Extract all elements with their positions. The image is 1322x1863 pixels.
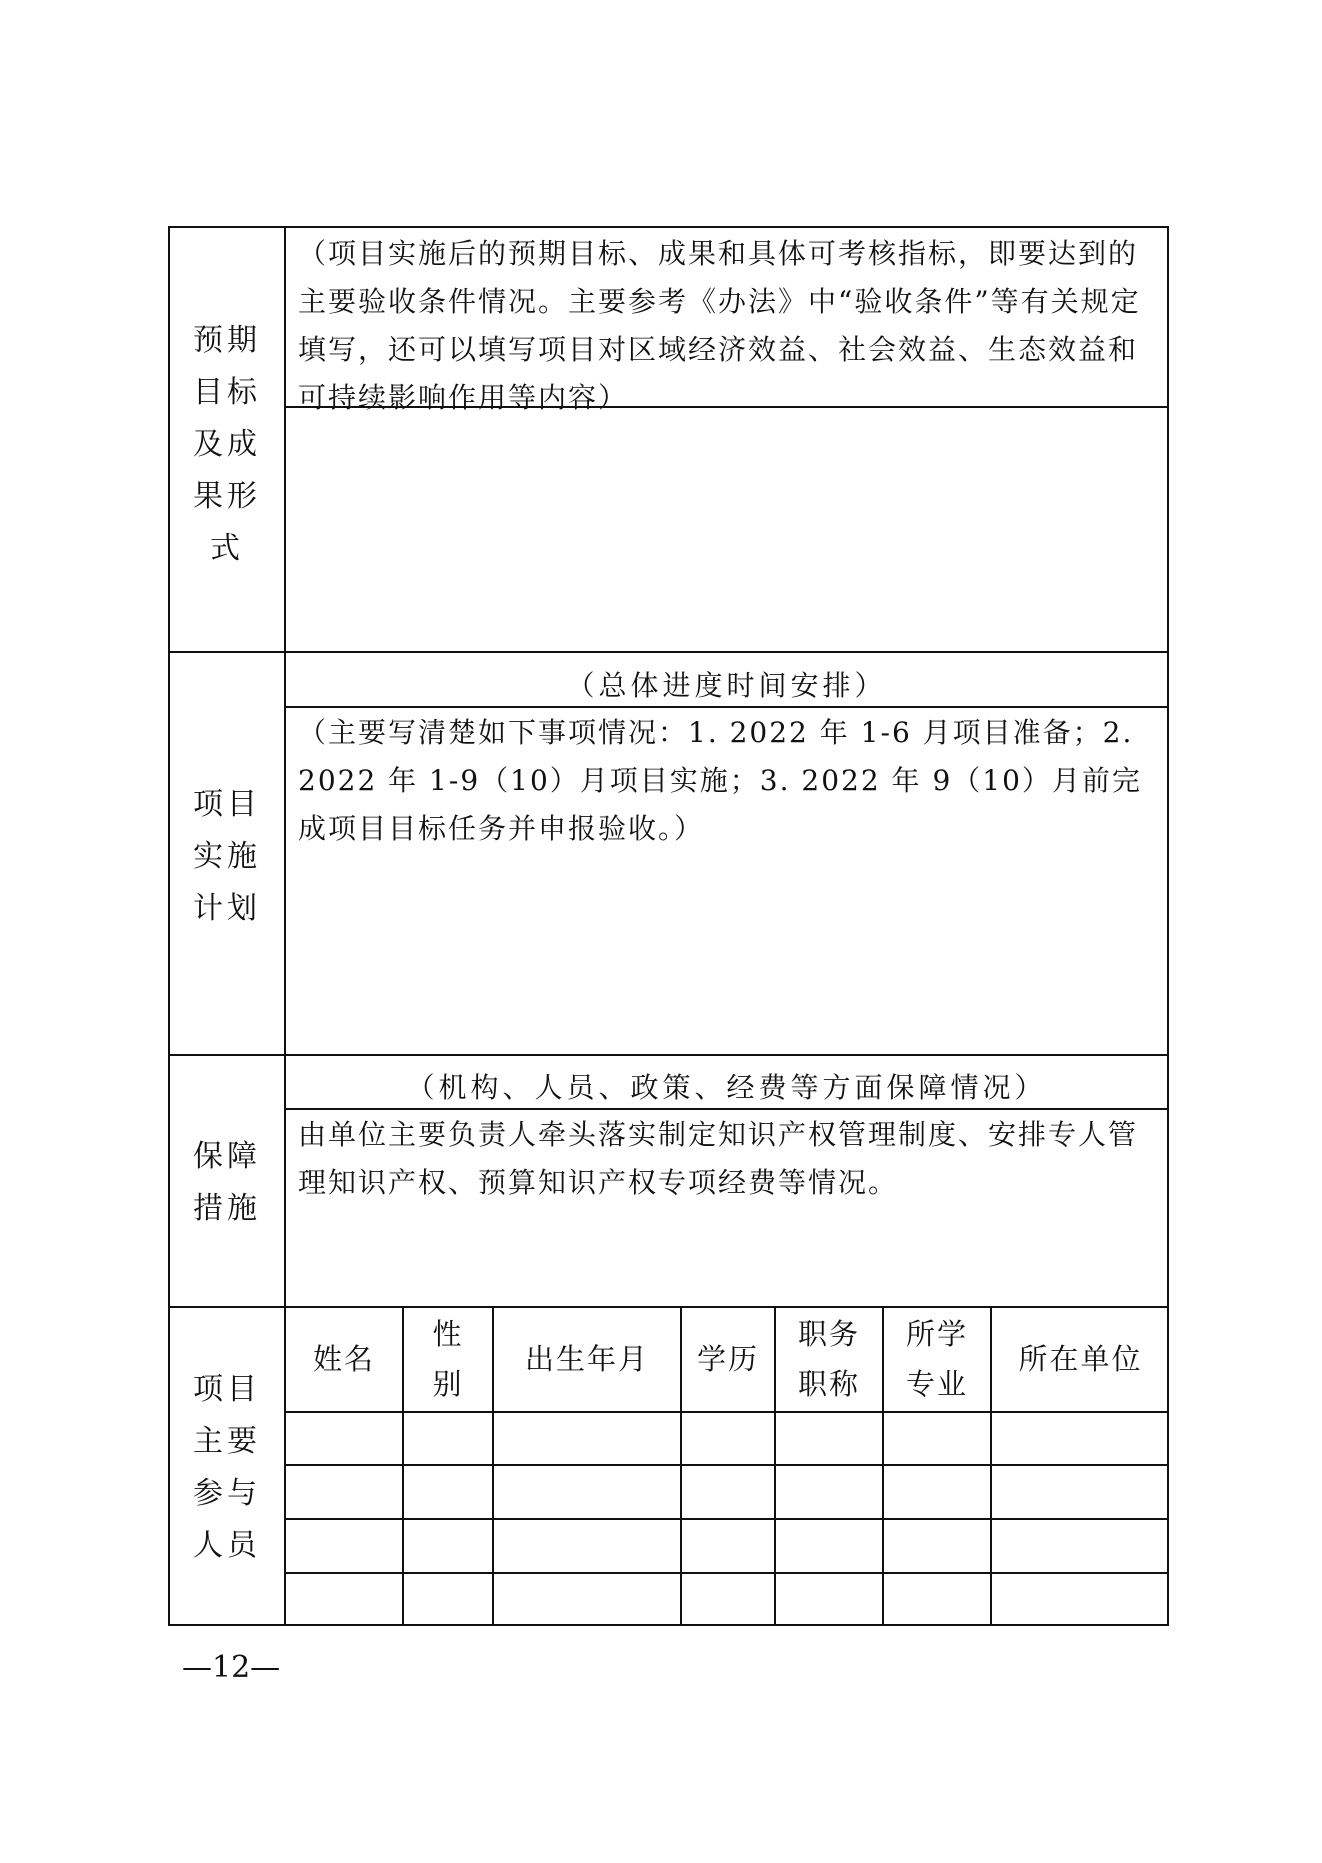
guarantee-header: （机构、人员、政策、经费等方面保障情况）	[406, 1071, 1047, 1104]
personnel-label: 项目 主要 参与 人员	[193, 1372, 261, 1563]
col-header-birth: 出生年月	[524, 1342, 649, 1376]
plan-divider	[284, 651, 286, 1056]
plan-header-rule	[284, 706, 1169, 708]
col-header-title: 职务 职称	[797, 1317, 860, 1401]
table-row[interactable]	[286, 1413, 1167, 1464]
guarantee-content[interactable]: 由单位主要负责人牵头落实制定知识产权管理制度、安排专人管理知识产权、预算知识产权专项经费等情况。	[298, 1118, 1139, 1199]
expected-label: 预期 目标 及成 果形 式	[193, 323, 261, 566]
col-header-major: 所学 专业	[905, 1317, 968, 1401]
table-row[interactable]	[286, 1574, 1167, 1624]
col-header-unit: 所在单位	[1018, 1342, 1143, 1376]
col-header-education: 学历	[696, 1342, 759, 1376]
plan-header: （总体进度时间安排）	[566, 669, 887, 702]
guarantee-label: 保障 措施	[193, 1139, 261, 1226]
plan-content[interactable]: （主要写清楚如下事项情况：1. 2022 年 1-6 月项目准备；2. 2022 年 1-9（10）月项目实施；3. 2022 年 9（10）月前完成项目目标任务并申报验收。）	[298, 716, 1142, 845]
col-header-gender: 性 别	[432, 1317, 464, 1401]
expected-input-area[interactable]	[286, 408, 1167, 651]
table-row[interactable]	[286, 1520, 1167, 1572]
col-header-name: 姓名	[312, 1342, 375, 1376]
page-number: —12—	[182, 1650, 281, 1685]
plan-label: 项目 实施 计划	[193, 787, 261, 926]
table-row[interactable]	[286, 1466, 1167, 1518]
expected-instruction: （项目实施后的预期目标、成果和具体可考核指标，即要达到的主要验收条件情况。主要参考《办法》中“验收条件”等有关规定填写，还可以填写项目对区域经济效益、社会效益、生态效益和可持续影响作用等内容）	[298, 237, 1141, 414]
guarantee-header-rule	[284, 1108, 1169, 1110]
